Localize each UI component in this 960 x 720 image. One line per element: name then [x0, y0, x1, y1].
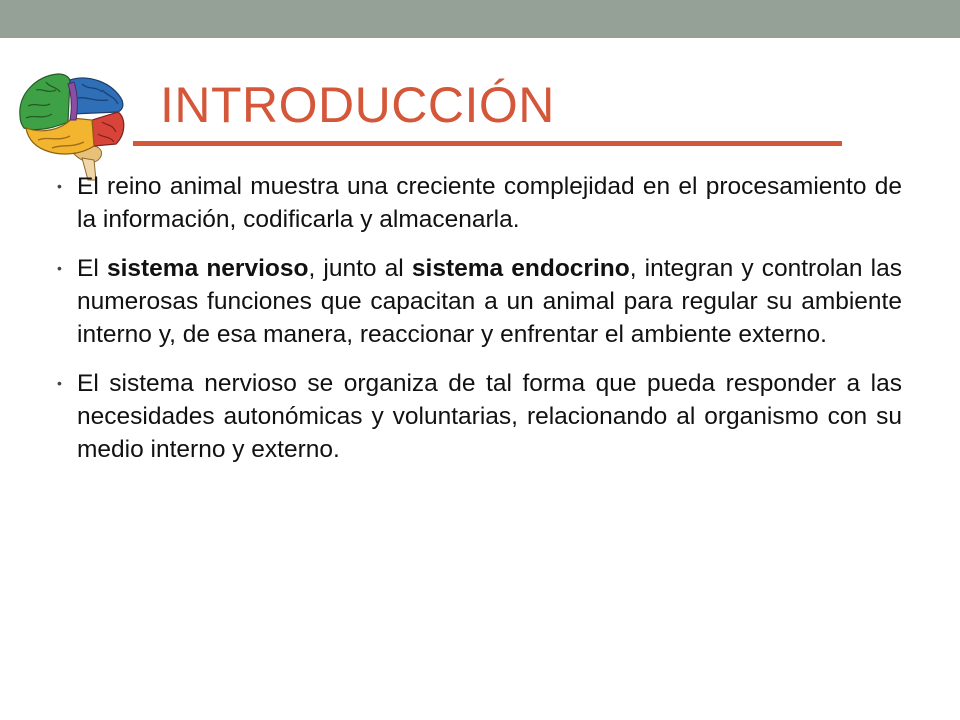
bullet-dot: •	[57, 375, 62, 391]
bullet-text: El reino animal muestra una creciente complejidad en el procesamiento de la información, codificarla y almacenarla.	[77, 173, 902, 233]
bullet-item	[57, 367, 902, 466]
title-underline	[133, 141, 842, 146]
bold-term: sistema endocrino	[411, 255, 630, 282]
bullet-text: , integran y controlan las numerosas funciones que capacitan a un animal para regular su ambiente interno y, de esa manera, reaccionar y enfrentar el ambiente externo.	[77, 255, 902, 348]
top-bar	[0, 0, 960, 38]
bold-term: sistema nervioso	[106, 255, 309, 282]
brain-icon	[12, 62, 134, 184]
bullet-text: El sistema nervioso se organiza de tal forma que pueda responder a las necesidades autonómicas y voluntarias, relacionando al organismo con su medio interno y externo.	[77, 370, 902, 463]
bullet-text: , junto al	[308, 255, 412, 282]
slide-title: INTRODUCCIÓN	[160, 77, 555, 133]
bullet-item	[57, 170, 902, 236]
bullet-list	[57, 170, 902, 482]
bullet-dot: •	[57, 178, 62, 194]
bullet-item	[57, 252, 902, 351]
bullet-text: El	[77, 255, 107, 282]
bullet-dot: •	[57, 260, 62, 276]
